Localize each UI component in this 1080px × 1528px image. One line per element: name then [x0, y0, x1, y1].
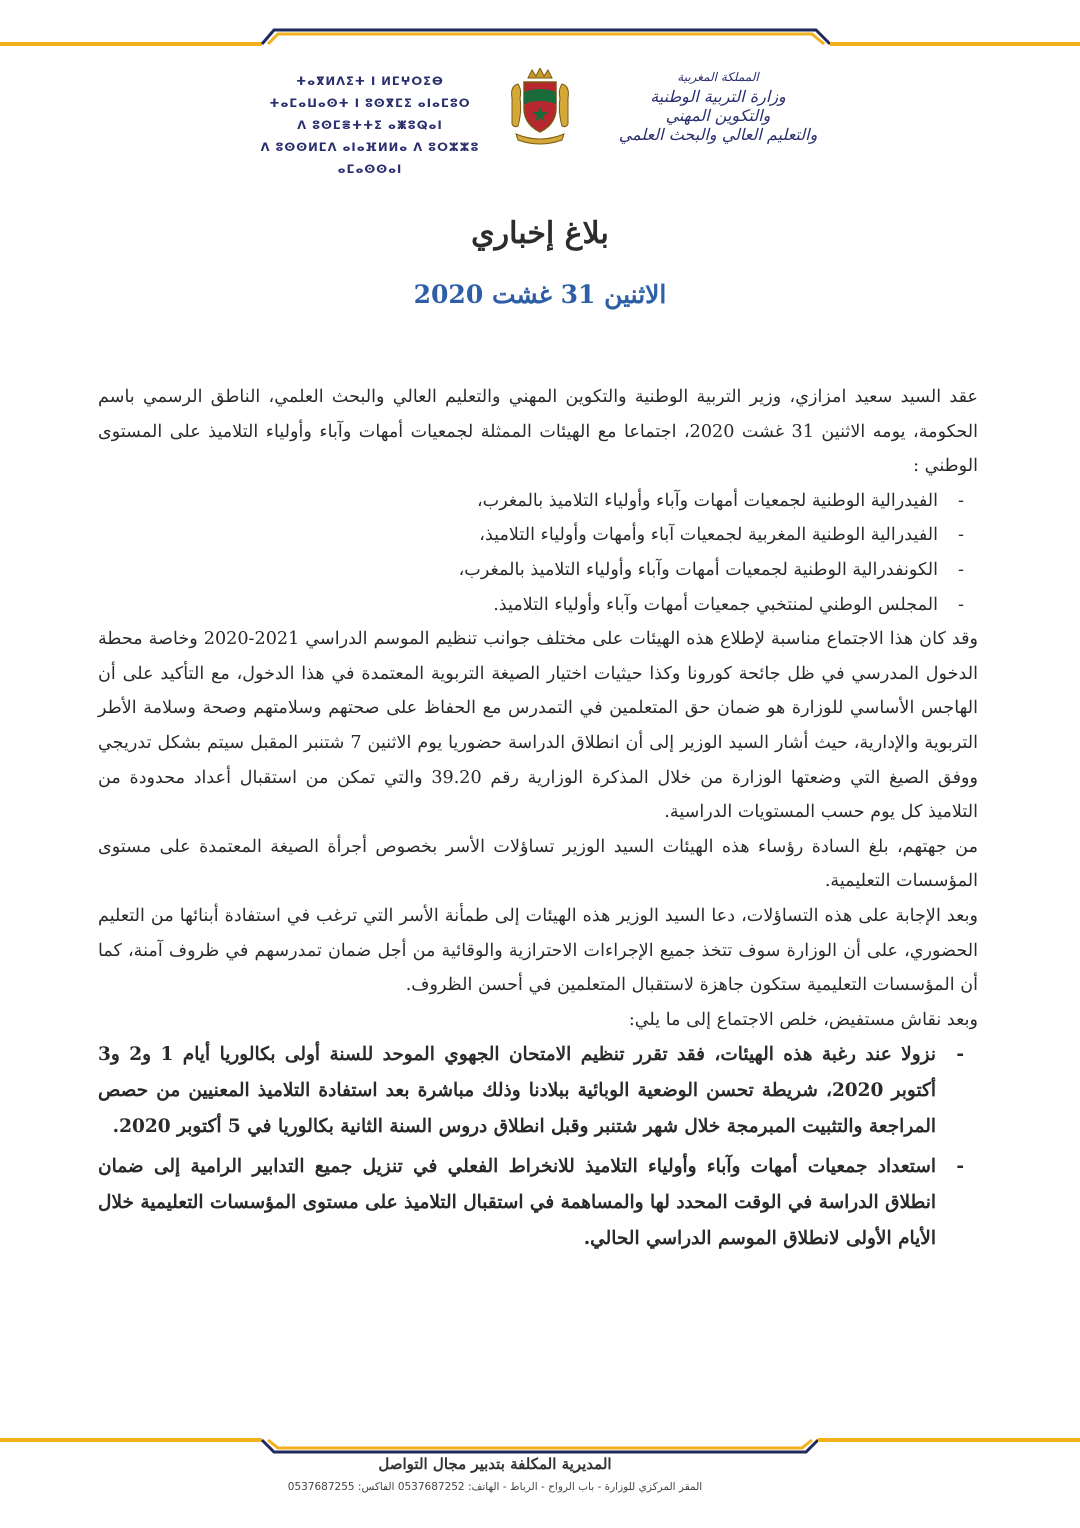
paragraph-reassurance: وبعد الإجابة على هذه التساؤلات، دعا السيد الوزير هذه الهيئات إلى طمأنة الأسر التي ترغب في استفادة أبنائها من التعليم الحضوري، على أن الوزارة سوف تتخذ جميع الإجراءات الاحترازية والوقائية من أجل ضمان تمدرسهم في ظروف آمنة، كما أن المؤسسات التعليمية ستكون جاهزة لاستقبال المتعلمين في أحسن الظروف. — [98, 905, 978, 996]
press-release-body — [98, 380, 978, 1261]
letterhead — [0, 62, 1080, 176]
footer-address: المقر المركزي للوزارة - باب الرواح - الرباط - الهاتف: 0537687252 الفاكس: 0537687255 — [287, 1481, 703, 1493]
paragraph-meeting: وقد كان هذا الاجتماع مناسبة لإطلاع هذه الهيئات على مختلف جوانب تنظيم الموسم الدراسي 2021-2020 وخاصة محطة الدخول المدرسي في ظل جائحة كورونا وكذا حيثيات اختيار الصيغة التربوية المعتمدة في هذا الدخول، مع التأكيد على أن الهاجس الأساسي للوزارة هو ضمان حق المتعلمين في التمدرس مع الحفاظ على صحتهم وسلامتهم وصحة وسلامة الأطر التربوية والإدارية، حيث أشار السيد الوزير إلى أن انطلاق الدراسة حضوريا يوم الاثنين 7 شتنبر المقبل سيتم بشكل تدريجي ووفق الصيغ التي وضعتها الوزارة من خلال المذكرة الوزارية رقم 39.20 والتي تمكن من استقبال أعداد محدودة من التلاميذ كل يوم حسب المستويات الدراسية. — [98, 629, 978, 823]
list-item: - الكونفدرالية الوطنية لجمعيات أمهات وآباء وأولياء التلاميذ بالمغرب، — [98, 553, 978, 588]
organizations-list — [98, 484, 978, 622]
arabic-ministry-name: المملكة المغربية وزارة التربية الوطنية والتكوين المهني والتعليم العالي والبحث العلمي — [618, 70, 818, 144]
intro-paragraph: عقد السيد سعيد امزازي، وزير التربية الوطنية والتكوين المهني والتعليم العالي والبحث العلمي، الناطق الرسمي باسم الحكومة، يومه الاثنين 31 غشت 2020، اجتماعا مع الهيئات الممثلة لجمعيات أمهات وآباء وأولياء التلاميذ على المستوى الوطني : — [98, 387, 978, 477]
paragraph-questions: من جهتهم، بلغ السادة رؤساء هذه الهيئات السيد الوزير تساؤلات الأسر بخصوص أجرأة الصيغة المعتمدة على مستوى المؤسسات التعليمية. — [98, 836, 978, 892]
list-item: - المجلس الوطني لمنتخبي جمعيات أمهات وآباء وأولياء التلاميذ. — [98, 588, 978, 623]
footer-directorate: المديرية المكلفة بتدبير مجال التواصل — [378, 1455, 612, 1473]
moroccan-coat-of-arms-icon — [508, 68, 572, 148]
document-title: بلاغ إخباري — [471, 216, 609, 251]
list-item: - الفيدرالية الوطنية لجمعيات أمهات وآباء وأولياء التلاميذ بالمغرب، — [98, 484, 978, 519]
list-item: - استعداد جمعيات أمهات وآباء وأولياء التلاميذ للانخراط الفعلي في تنزيل جميع التدابير الرامية إلى ضمان انطلاق الدراسة في الوقت المحدد لها والمساهمة في استقبال التلاميذ على مستوى المؤسسات التعليمية خلال الأيام الأولى لانطلاق الموسم الدراسي الحالي. — [98, 1149, 978, 1257]
tifinagh-ministry-name: ⵜⴰⴳⵍⴷⵉⵜ ⵏ ⵍⵎⵖⵔⵉⴱ ⵜⴰⵎⴰⵡⴰⵙⵜ ⵏ ⵓⵙⴳⵎⵉ ⴰⵏⴰⵎⵓⵔ ⴷ ⵓⵙⵎⴻⵜⵜⵉ ⴰⵥⵓⵕⴰⵏ ⴷ ⵓⵙⵙⵍⵎⴷ ⴰⵏⴰⴼⵍⵍⴰ ⴷ ⵓⵔⵣⵣⵓ ⴰⵎⴰⵙⵙⴰⵏ — [260, 74, 480, 176]
paragraph-conclusion-intro: وبعد نقاش مستفيض، خلص الاجتماع إلى ما يلي: — [628, 1009, 978, 1030]
page-footer — [0, 1455, 1080, 1493]
top-decorative-band — [0, 0, 1080, 60]
decisions-list — [98, 1037, 978, 1257]
list-item: - نزولا عند رغبة هذه الهيئات، فقد تقرر تنظيم الامتحان الجهوي الموحد للسنة أولى بكالوريا أيام 1 و2 و3 أكتوبر 2020، شريطة تحسن الوضعية الوبائية ببلادنا وذلك مباشرة بعد استفادة التلاميذ المعنيين من حصص المراجعة والتثبيت المبرمجة خلال شهر شتنبر وقبل انطلاق دروس السنة الثانية بكالوريا في 5 أكتوبر 2020. — [98, 1037, 978, 1145]
document-date: الاثنين 31 غشت 2020 — [413, 280, 667, 309]
list-item: - الفيدرالية الوطنية المغربية لجمعيات آباء وأمهات وأولياء التلاميذ، — [98, 518, 978, 553]
